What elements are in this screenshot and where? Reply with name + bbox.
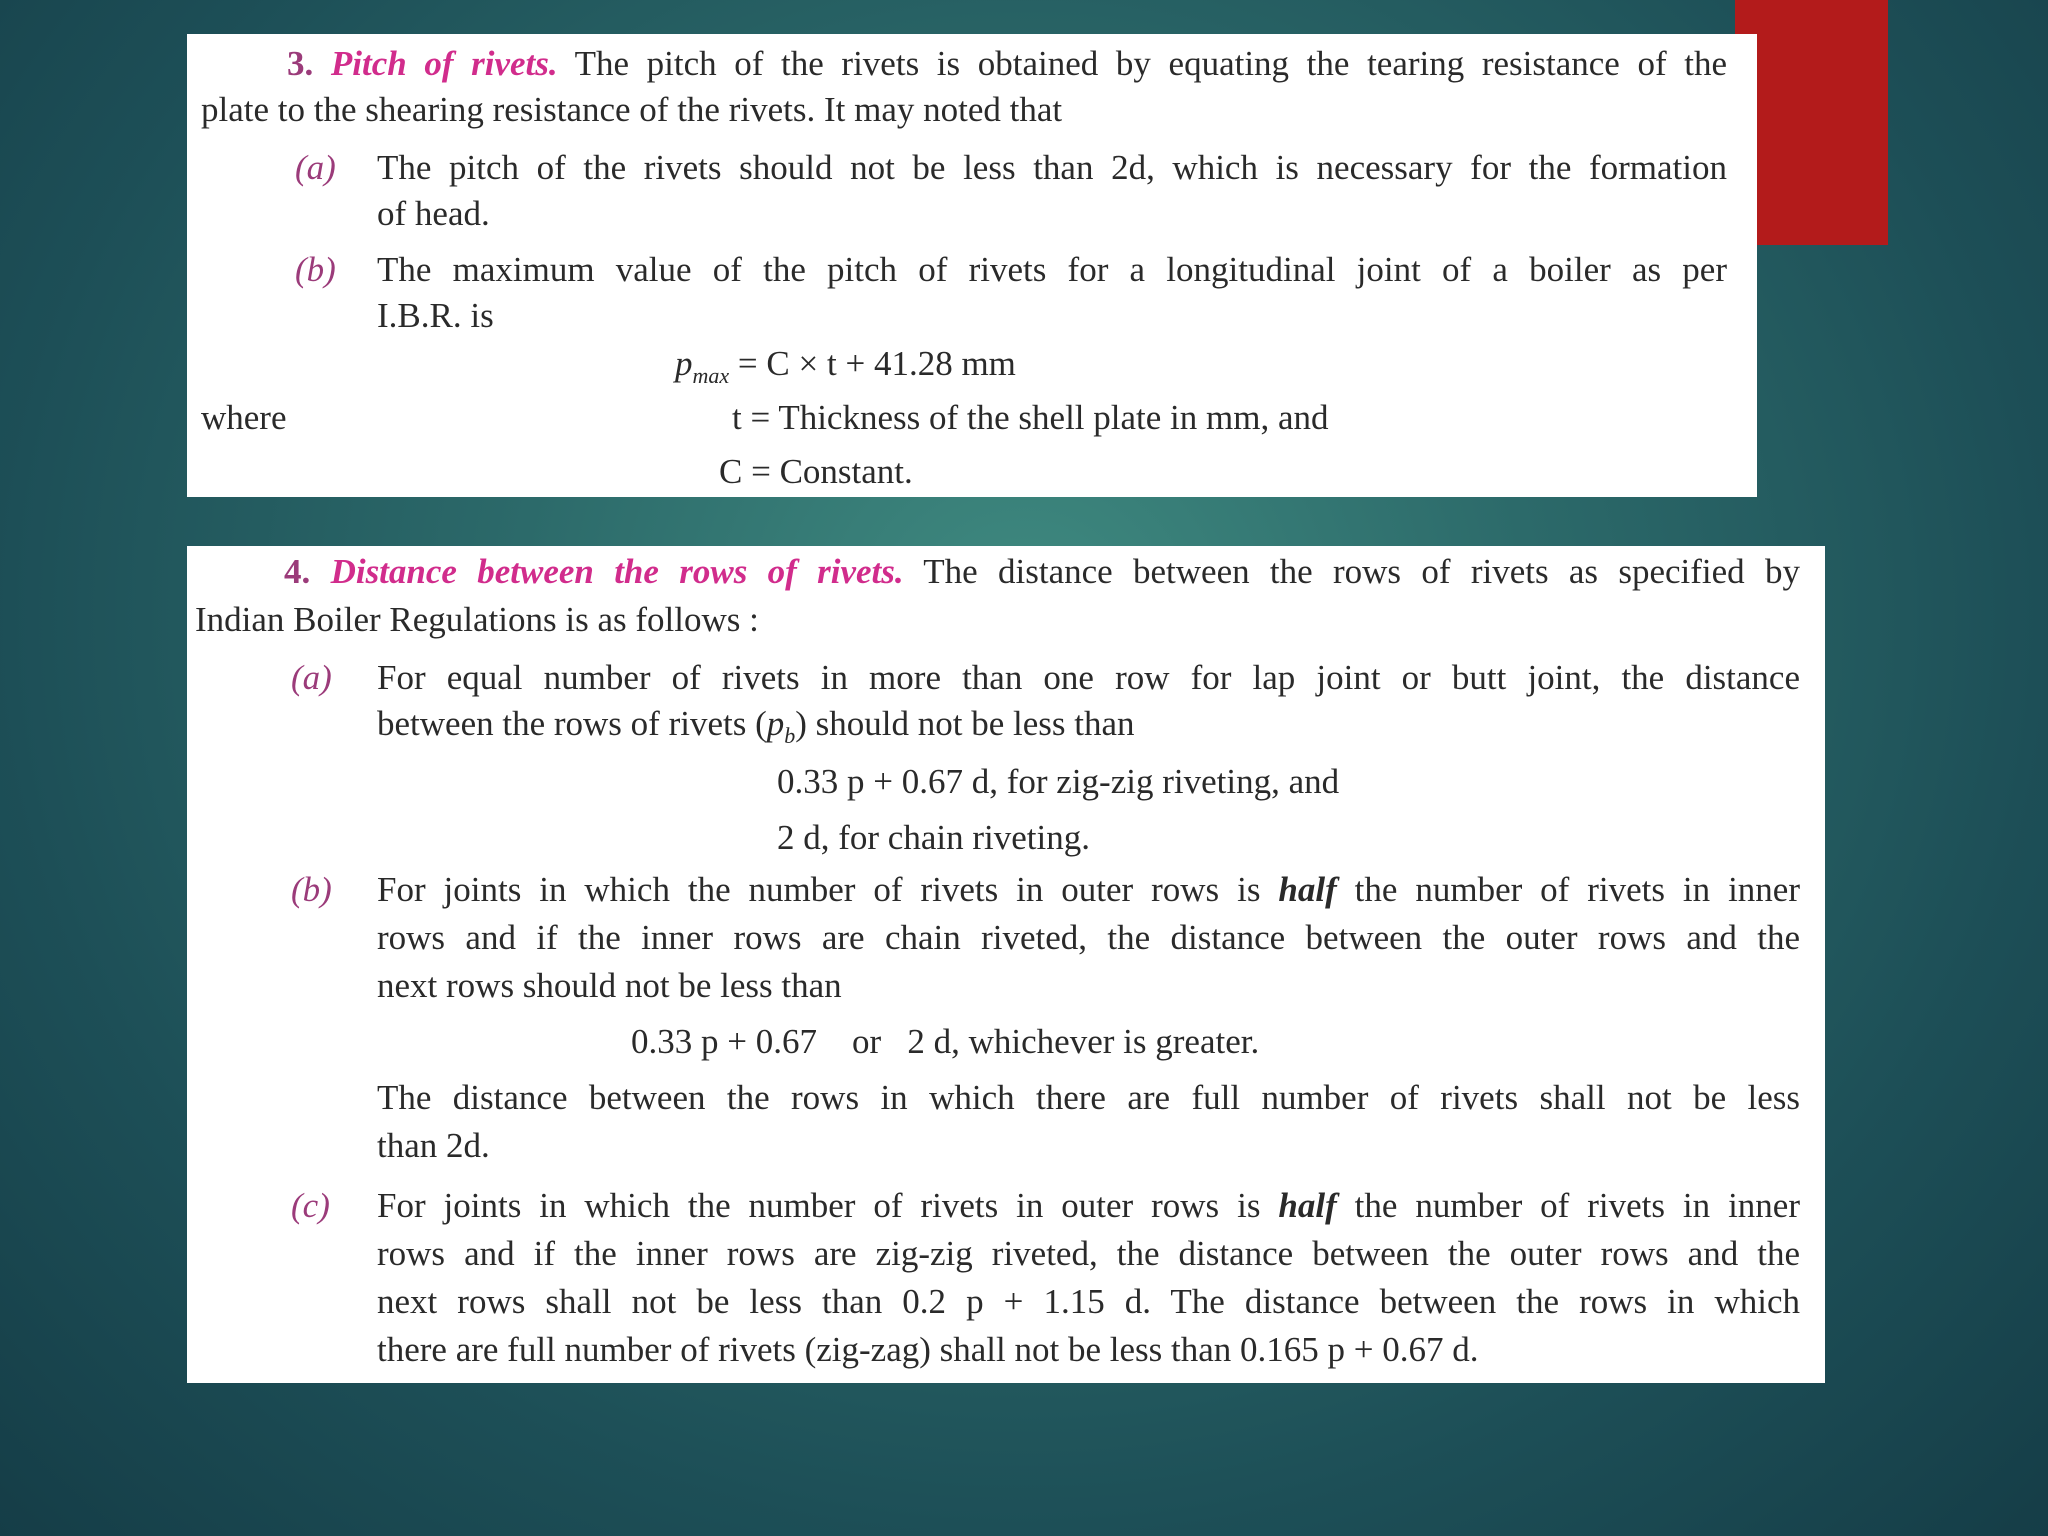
section-3-number: 3. xyxy=(287,44,314,83)
item-a-line-2: of head. xyxy=(377,194,490,233)
where-c-definition: C = Constant. xyxy=(719,452,913,491)
where-t-definition: t = Thickness of the shell plate in mm, and xyxy=(732,398,1329,437)
item-a-line-1: The pitch of the rivets should not be less than 2d, which is necessary for the formation xyxy=(377,148,1727,187)
section-3-intro-line-1 xyxy=(287,44,1727,84)
item-b-line-1: The maximum value of the pitch of rivets for a longitudinal joint of a boiler as per xyxy=(377,250,1727,289)
section-4-intro-line-2: Indian Boiler Regulations is as follows : xyxy=(195,600,759,639)
item-4b-line-1: For joints in which the number of rivets in outer rows is half the number of rivets in inner xyxy=(377,870,1800,909)
item-4b-line-2: rows and if the inner rows are chain riveted, the distance between the outer rows and the xyxy=(377,918,1800,957)
section-4-title: Distance between the rows of rivets. xyxy=(330,552,904,591)
section-4-number: 4. xyxy=(284,552,311,591)
section-4-panel xyxy=(187,546,1825,1383)
section-4-intro-line-1 xyxy=(284,552,1800,592)
section-3-panel xyxy=(187,34,1757,497)
section-4-intro-text: The distance between the rows of rivets as specified by xyxy=(923,552,1800,591)
item-4b-line-4: The distance between the rows in which there are full number of rivets shall not be less xyxy=(377,1078,1800,1117)
item-a-marker: (a) xyxy=(295,148,336,187)
item-4c-line-2: rows and if the inner rows are zig-zig riveted, the distance between the outer rows and the xyxy=(377,1234,1800,1273)
item-4c-line-3: next rows shall not be less than 0.2 p + 1.15 d. The distance between the rows in which xyxy=(377,1282,1800,1321)
item-4a-marker: (a) xyxy=(291,658,332,697)
item-4c-line-1: For joints in which the number of rivets in outer rows is half the number of rivets in inner xyxy=(377,1186,1800,1225)
where-label: where xyxy=(201,398,287,437)
item-4a-equation-2: 2 d, for chain riveting. xyxy=(777,818,1090,857)
red-accent-block xyxy=(1735,0,1888,245)
item-b-line-2: I.B.R. is xyxy=(377,296,494,335)
item-4a-line-2: between the rows of rivets $(p_b)$ should not be less than xyxy=(377,704,1135,748)
item-4c-marker: (c) xyxy=(291,1186,330,1225)
item-b-marker: (b) xyxy=(295,250,336,289)
item-4b-equation: 0.33 p + 0.67 or 2 d, whichever is greater. xyxy=(631,1022,1260,1061)
section-3-intro-text: The pitch of the rivets is obtained by equating the tearing resistance of the xyxy=(574,44,1728,83)
pmax-formula: $p_{max} = C \times t + 41.28$ mm xyxy=(675,344,1016,388)
item-4a-line-1: For equal number of rivets in more than one row for lap joint or butt joint, the distance xyxy=(377,658,1800,697)
item-4b-line-5: than 2d. xyxy=(377,1126,490,1165)
item-4b-marker: (b) xyxy=(291,870,332,909)
item-4c-line-4: there are full number of rivets (zig-zag) shall not be less than 0.165 p + 0.67 d. xyxy=(377,1330,1479,1369)
item-4b-line-3: next rows should not be less than xyxy=(377,966,842,1005)
item-4a-equation-1: 0.33 p + 0.67 d, for zig-zig riveting, and xyxy=(777,762,1340,801)
section-3-intro-line-2: plate to the shearing resistance of the rivets. It may noted that xyxy=(201,90,1063,129)
section-3-title: Pitch of rivets. xyxy=(330,44,558,83)
